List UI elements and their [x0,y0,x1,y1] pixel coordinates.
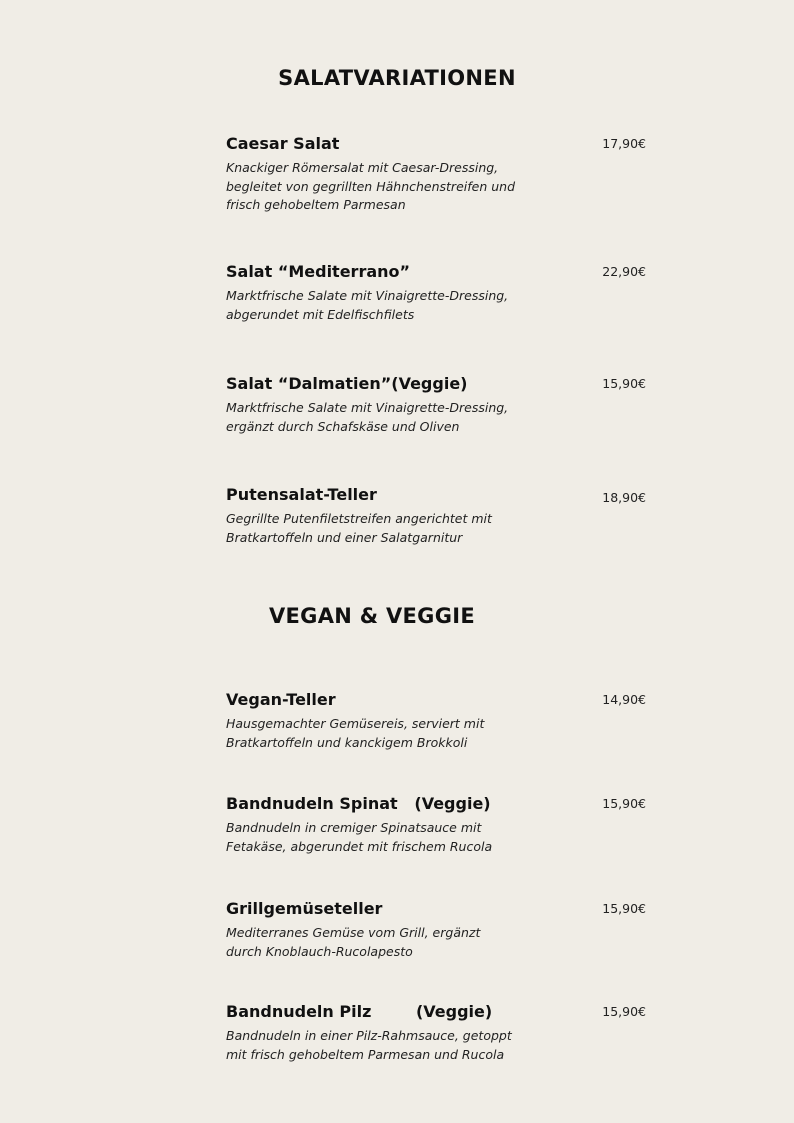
item-price: 15,90€ [602,376,646,391]
item-price: 17,90€ [602,136,646,151]
menu-item-salat-mediterrano [226,262,646,324]
section-title-vegan-veggie: VEGAN & VEGGIE [268,604,476,628]
item-description: Knackiger Römersalat mit Caesar-Dressing, begleitet von gegrillten Hähnchenstreifen und frisch gehobeltem Parmesan [226,160,516,212]
item-price: 22,90€ [602,264,646,279]
item-description: Gegrillte Putenfiletstreifen angerichtet mit Bratkartoffeln und einer Salatgarnitur [226,511,492,545]
item-name: Putensalat-Teller [226,485,377,504]
item-price: 14,90€ [602,692,646,707]
section-title-salads: SALATVARIATIONEN [278,66,516,90]
item-description: Hausgemachter Gemüsereis, serviert mit Bratkartoffeln und kanckigem Brokkoli [226,716,485,750]
item-description: Bandnudeln in einer Pilz-Rahmsauce, getoppt mit frisch gehobeltem Parmesan und Rucola [226,1028,512,1062]
item-description: Marktfrische Salate mit Vinaigrette-Dressing, abgerundet mit Edelfischfilets [226,288,509,322]
item-price: 18,90€ [602,490,646,505]
item-name: Salat “Dalmatien”(Veggie) [226,374,468,393]
item-price: 15,90€ [602,901,646,916]
menu-item-bandnudeln-spinat [226,794,646,856]
menu-item-bandnudeln-pilz [226,1002,646,1064]
item-name: Grillgemüseteller [226,899,383,918]
menu-item-caesar-salat [226,134,646,215]
item-price: 15,90€ [602,1004,646,1019]
menu-item-salat-dalmatien [226,374,646,436]
menu-item-putensalat-teller [226,485,646,547]
item-name: Bandnudeln Spinat (Veggie) [226,794,491,813]
item-description: Marktfrische Salate mit Vinaigrette-Dressing, ergänzt durch Schafskäse und Oliven [226,400,509,434]
item-price: 15,90€ [602,796,646,811]
item-name: Salat “Mediterrano” [226,262,411,281]
item-description: Mediterranes Gemüse vom Grill, ergänzt durch Knoblauch-Rucolapesto [226,925,481,959]
item-name: Vegan-Teller [226,690,336,709]
item-description: Bandnudeln in cremiger Spinatsauce mit Fetakäse, abgerundet mit frischem Rucola [226,820,493,854]
item-name: Caesar Salat [226,134,340,153]
item-name: Bandnudeln Pilz (Veggie) [226,1002,493,1021]
menu-item-grillgemueseteller [226,899,646,961]
menu-item-vegan-teller [226,690,646,752]
